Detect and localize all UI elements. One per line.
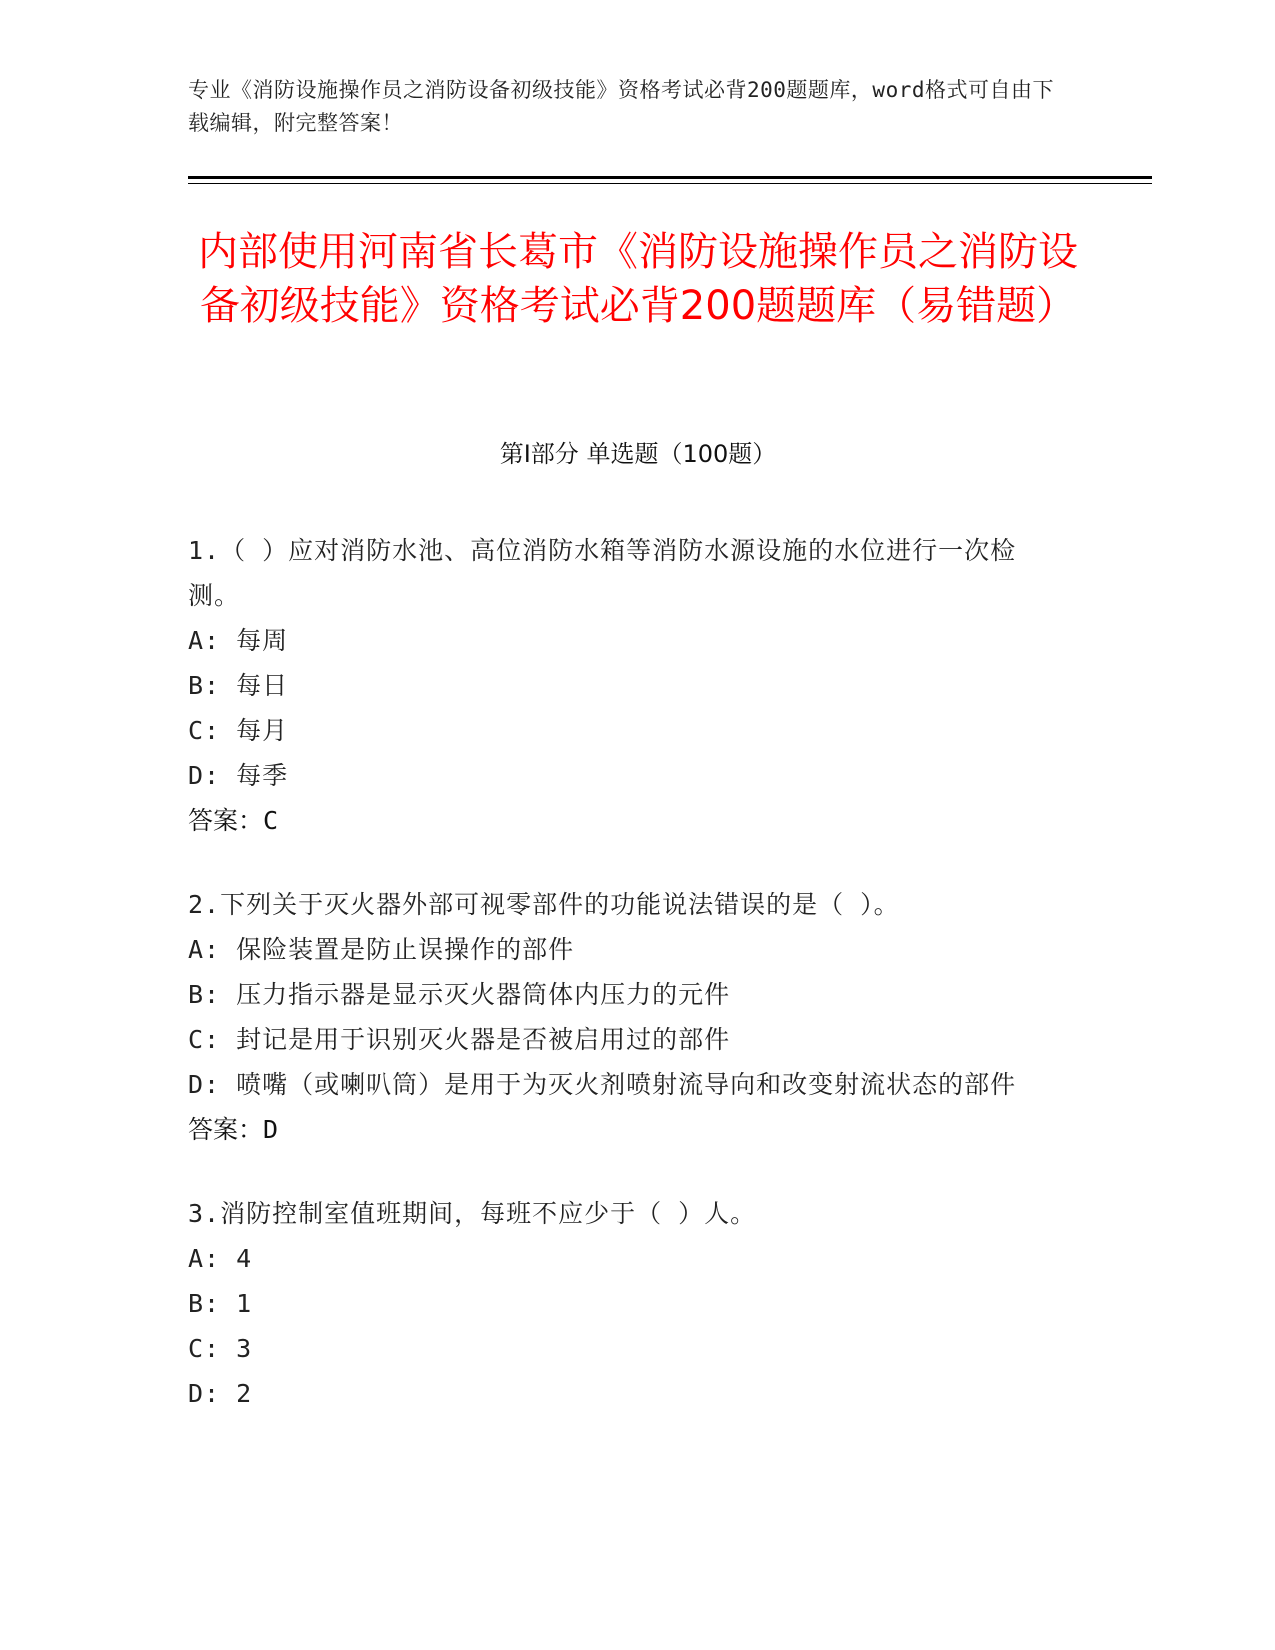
section-heading: 第I部分 单选题（100题） — [499, 440, 777, 468]
question-list — [188, 528, 1068, 1454]
question-1 — [188, 528, 1068, 844]
question-2 — [188, 882, 1068, 1153]
document-title: 内部使用河南省长葛市《消防设施操作员之消防设备初级技能》资格考试必背200题题库（易错题） — [198, 229, 1078, 329]
header-divider-thick — [188, 176, 1152, 179]
option-d: D: 喷嘴（或喇叭筒）是用于为灭火剂喷射流导向和改变射流状态的部件 — [188, 1070, 1017, 1099]
answer-value: D — [263, 1115, 279, 1144]
header-note: 专业《消防设施操作员之消防设备初级技能》资格考试必背200题题库，word格式可自由下载编辑，附完整答案！ — [188, 78, 1054, 135]
option-c: C: 3 — [188, 1334, 253, 1363]
option-b: B: 每日 — [188, 671, 289, 700]
answer-label: 答案： — [188, 806, 264, 835]
header-divider-thin — [188, 183, 1152, 184]
answer-label: 答案： — [188, 1115, 264, 1144]
option-c: C: 每月 — [188, 716, 289, 745]
answer-value: C — [263, 806, 279, 835]
option-a: A: 保险装置是防止误操作的部件 — [188, 935, 575, 964]
question-3 — [188, 1191, 1068, 1416]
option-b: B: 压力指示器是显示灭火器筒体内压力的元件 — [188, 980, 731, 1009]
option-b: B: 1 — [188, 1289, 253, 1318]
question-stem: 1.（ ）应对消防水池、高位消防水箱等消防水源设施的水位进行一次检测。 — [188, 536, 1017, 610]
option-d: D: 每季 — [188, 761, 289, 790]
answer-line — [188, 798, 1068, 844]
option-a: A: 每周 — [188, 626, 289, 655]
question-stem: 2.下列关于灭火器外部可视零部件的功能说法错误的是（ ）。 — [188, 890, 900, 919]
option-d: D: 2 — [188, 1379, 253, 1408]
question-stem: 3.消防控制室值班期间，每班不应少于（ ）人。 — [188, 1199, 757, 1228]
option-a: A: 4 — [188, 1244, 253, 1273]
answer-line — [188, 1107, 1068, 1153]
option-c: C: 封记是用于识别灭火器是否被启用过的部件 — [188, 1025, 731, 1054]
